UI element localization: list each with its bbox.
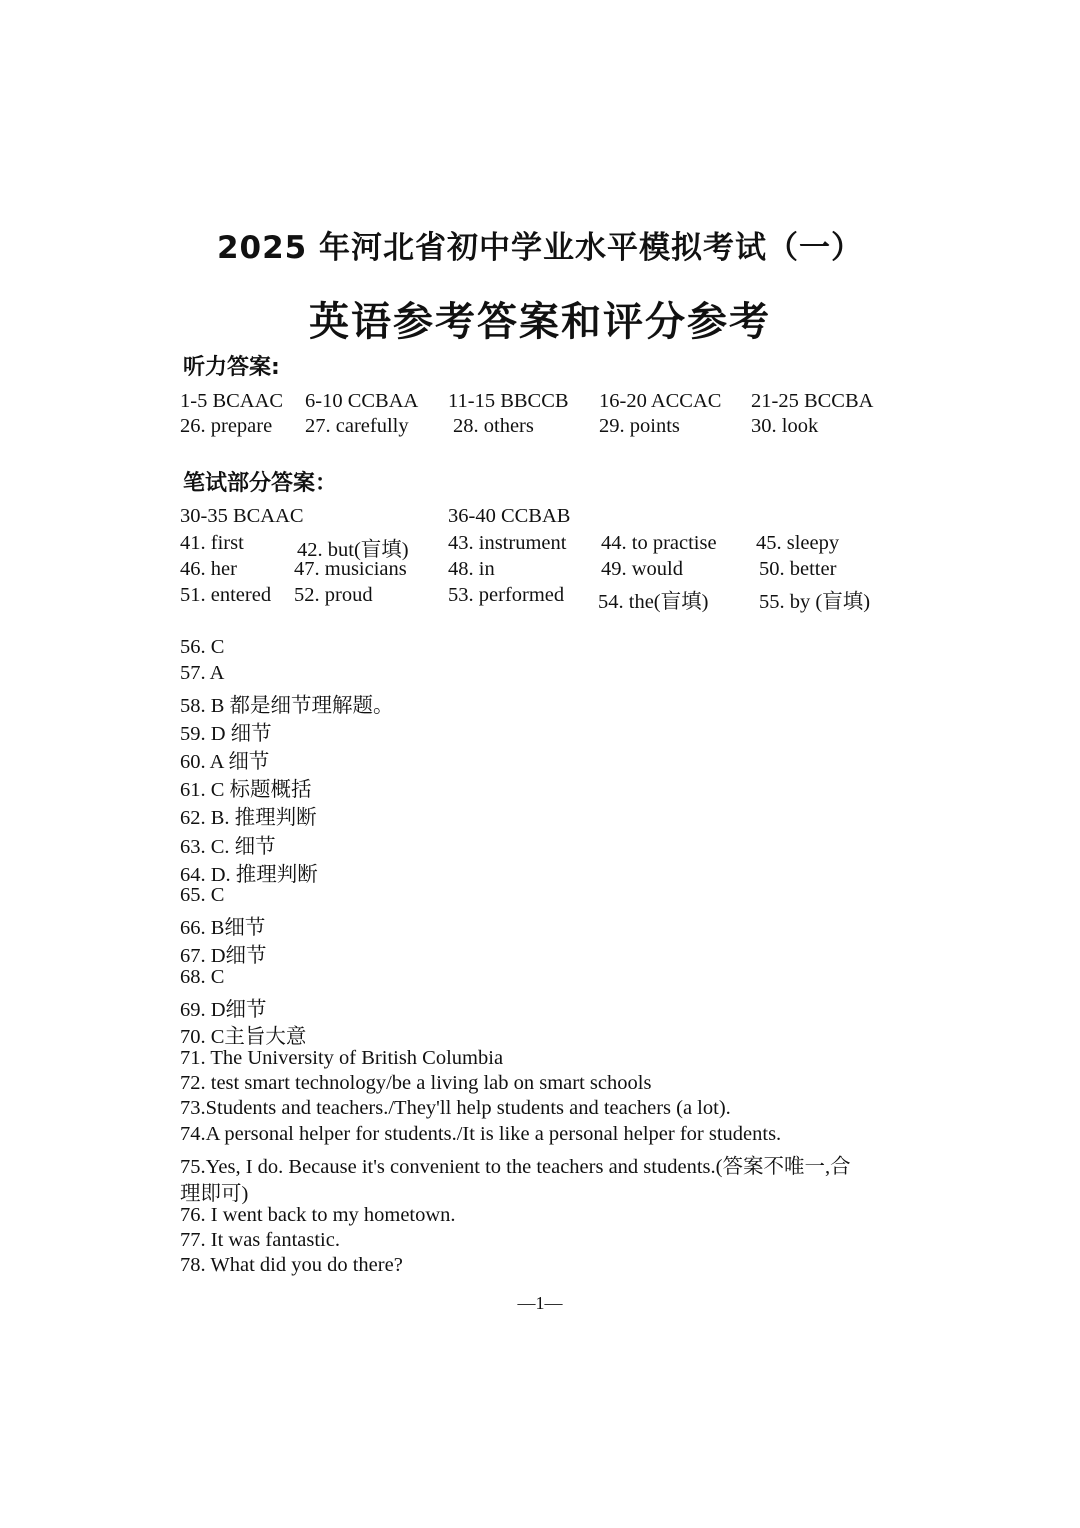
exam-title: 2025 年河北省初中学业水平模拟考试（一） xyxy=(216,230,864,266)
page-number: —1— xyxy=(517,1293,563,1313)
listening-answer: 30. look xyxy=(751,415,819,437)
answer-line: 57. A xyxy=(180,662,225,684)
listening-answer: 27. carefully xyxy=(305,415,409,437)
answer-line: 76. I went back to my hometown. xyxy=(180,1204,456,1226)
written-answer: 55. by (盲填) xyxy=(759,591,871,613)
written-row-1 xyxy=(0,505,1080,533)
written-answer: 49. would xyxy=(601,558,683,580)
answer-line: 理即可) xyxy=(180,1183,249,1205)
written-answer: 36-40 CCBAB xyxy=(448,505,571,527)
document-title: 英语参考答案和评分参考 xyxy=(309,298,771,345)
written-heading: 笔试部分答案： xyxy=(183,471,338,496)
answer-line: 72. test smart technology/be a living lab on smart schools xyxy=(180,1072,652,1094)
written-answer: 42. but(盲填) xyxy=(297,539,409,561)
listening-answer: 28. others xyxy=(453,415,534,437)
answer-line: 69. D细节 xyxy=(180,999,267,1021)
listening-answer: 26. prepare xyxy=(180,415,273,437)
written-answer: 54. the(盲填) xyxy=(598,591,709,613)
answer-line: 77. It was fantastic. xyxy=(180,1229,340,1251)
listening-answer: 1-5 BCAAC xyxy=(180,390,284,412)
answer-line: 56. C xyxy=(180,636,225,658)
answer-line: 61. C 标题概括 xyxy=(180,779,312,801)
listening-answer: 6-10 CCBAA xyxy=(305,390,419,412)
listening-answer: 29. points xyxy=(599,415,680,437)
answer-line: 71. The University of British Columbia xyxy=(180,1047,504,1069)
written-answer: 30-35 BCAAC xyxy=(180,505,304,527)
answer-line: 67. D细节 xyxy=(180,945,267,967)
answer-line: 74.A personal helper for students./It is like a personal helper for students. xyxy=(180,1123,782,1145)
listening-row-2 xyxy=(0,415,1080,443)
written-answer: 48. in xyxy=(448,558,495,580)
written-answer: 53. performed xyxy=(448,584,565,606)
answer-line: 75.Yes, I do. Because it's convenient to the teachers and students.(答案不唯一,合 xyxy=(180,1156,851,1178)
written-answer: 51. entered xyxy=(180,584,272,606)
written-answer: 44. to practise xyxy=(601,532,717,554)
answer-line: 59. D 细节 xyxy=(180,723,272,745)
answer-line: 65. C xyxy=(180,884,225,906)
written-answer: 50. better xyxy=(759,558,837,580)
answer-line: 62. B. 推理判断 xyxy=(180,807,317,829)
listening-row-1 xyxy=(0,390,1080,418)
answer-line: 78. What did you do there? xyxy=(180,1254,403,1276)
written-answer: 47. musicians xyxy=(294,558,407,580)
answer-line: 68. C xyxy=(180,966,225,988)
written-answer: 46. her xyxy=(180,558,237,580)
answer-line: 63. C. 细节 xyxy=(180,836,276,858)
written-row-3 xyxy=(0,558,1080,586)
listening-answer: 11-15 BBCCB xyxy=(448,390,569,412)
listening-heading: 听力答案: xyxy=(183,355,280,380)
listening-answer: 21-25 BCCBA xyxy=(751,390,874,412)
written-row-2 xyxy=(0,532,1080,560)
written-answer: 43. instrument xyxy=(448,532,567,554)
answer-line: 70. C主旨大意 xyxy=(180,1026,307,1048)
written-answer: 45. sleepy xyxy=(756,532,840,554)
written-row-4 xyxy=(0,584,1080,612)
answer-line: 73.Students and teachers./They'll help students and teachers (a lot). xyxy=(180,1097,731,1119)
written-answer: 41. first xyxy=(180,532,244,554)
answer-line: 58. B 都是细节理解题。 xyxy=(180,695,394,717)
answer-line: 66. B细节 xyxy=(180,917,266,939)
answer-line: 60. A 细节 xyxy=(180,751,270,773)
answer-line: 64. D. 推理判断 xyxy=(180,864,318,886)
written-answer: 52. proud xyxy=(294,584,373,606)
listening-answer: 16-20 ACCAC xyxy=(599,390,722,412)
